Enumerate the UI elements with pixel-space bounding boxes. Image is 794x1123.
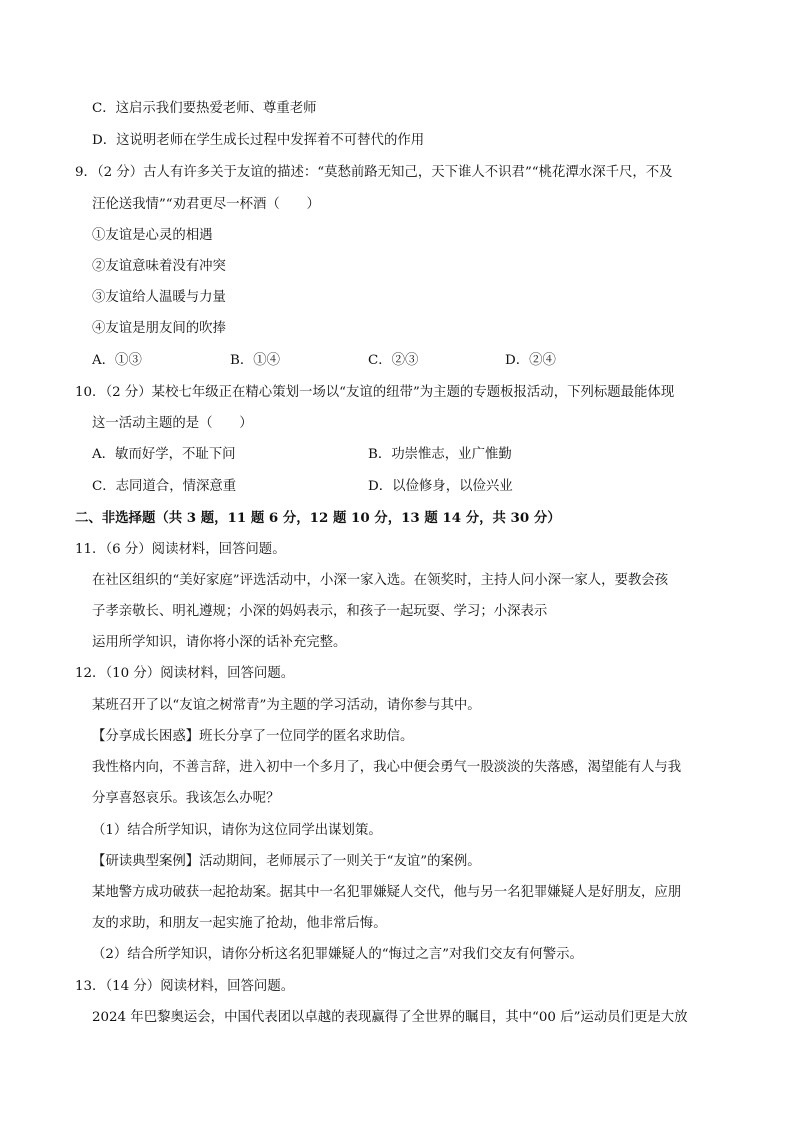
q12-intro: 某班召开了以“友谊之树常青”为主题的学习活动，请你参与其中。 (92, 698, 481, 713)
q10-option-c: C．志同道合，情深意重 (92, 479, 237, 494)
q9-statement-2: ②友谊意味着没有冲突 (92, 259, 226, 274)
q12-section-share: 【分享成长困惑】班长分享了一位同学的匿名求助信。 (92, 729, 414, 744)
q10-stem-line2: 这一活动主题的是（ ） (92, 416, 253, 431)
q8-option-c: C．这启示我们要热爱老师、尊重老师 (92, 101, 317, 116)
q11-material-line1: 在社区组织的“美好家庭”评选活动中，小深一家入选。在领奖时，主持人问小深一家人，要教会孩 (92, 573, 669, 588)
q8-option-d: D．这说明老师在学生成长过程中发挥着不可替代的作用 (92, 133, 425, 148)
q10-option-a: A．敏而好学，不耻下问 (92, 447, 236, 462)
q12-case-line2: 友的求助，和朋友一起实施了抢劫，他非常后悔。 (92, 916, 387, 931)
q12-section-case: 【研读典型案例】活动期间，老师展示了一则关于“友谊”的案例。 (92, 854, 481, 869)
q12-header: 12．（10 分）阅读材料，回答问题。 (75, 666, 295, 681)
q11-prompt: 运用所学知识，请你将小深的话补充完整。 (92, 635, 347, 650)
q9-statement-1: ①友谊是心灵的相遇 (92, 228, 213, 243)
q12-sub-question-1: （1）结合所学知识，请你为这位同学出谋划策。 (92, 823, 382, 838)
q9-statement-4: ④友谊是朋友间的吹捧 (92, 321, 226, 336)
q10-stem-line1: 10．（2 分）某校七年级正在精心策划一场以“友谊的纽带”为主题的专题板报活动，下列标题最能体现 (75, 385, 675, 400)
q10-option-d: D．以俭修身，以俭兴业 (368, 479, 513, 494)
q9-option-d: D．②④ (505, 353, 556, 368)
q13-header: 13．（14 分）阅读材料，回答问题。 (75, 979, 295, 994)
q12-letter-line2: 分享喜怒哀乐。我该怎么办呢？ (92, 791, 280, 806)
q9-stem-line1: 9．（2 分）古人有许多关于友谊的描述：“莫愁前路无知己，天下谁人不识君”“桃花潭水深千尺，不及 (75, 165, 673, 180)
q9-option-a: A．①③ (92, 353, 142, 368)
q11-material-line2: 子孝亲敬长、明礼遵规；小深的妈妈表示，和孩子一起玩耍、学习；小深表示 (92, 604, 548, 619)
q13-material-line1: 2024 年巴黎奥运会，中国代表团以卓越的表现赢得了全世界的瞩目，其中“00 后”运动员们更是大放 (92, 1010, 688, 1025)
q9-stem-line2: 汪伦送我情”“劝君更尽一杯酒（ ） (92, 197, 320, 212)
q12-case-line1: 某地警方成功破获一起抢劫案。据其中一名犯罪嫌疑人交代，他与另一名犯罪嫌疑人是好朋友，应朋 (92, 885, 682, 900)
q9-option-c: C．②③ (368, 353, 419, 368)
q9-option-b: B．①④ (230, 353, 281, 368)
q9-statement-3: ③友谊给人温暖与力量 (92, 290, 226, 305)
section-2-heading: 二、非选择题（共 3 题，11 题 6 分，12 题 10 分，13 题 14 分，共 30 分） (75, 510, 561, 526)
q12-sub-question-2: （2）结合所学知识，请你分析这名犯罪嫌疑人的“悔过之言”对我们交友有何警示。 (92, 947, 583, 962)
q10-option-b: B．功崇惟志，业广惟勤 (368, 447, 512, 462)
q12-letter-line1: 我性格内向，不善言辞，进入初中一个多月了，我心中便会勇气一股淡淡的失落感，渴望能有人与我 (92, 760, 682, 775)
q11-header: 11．（6 分）阅读材料，回答问题。 (75, 542, 286, 557)
